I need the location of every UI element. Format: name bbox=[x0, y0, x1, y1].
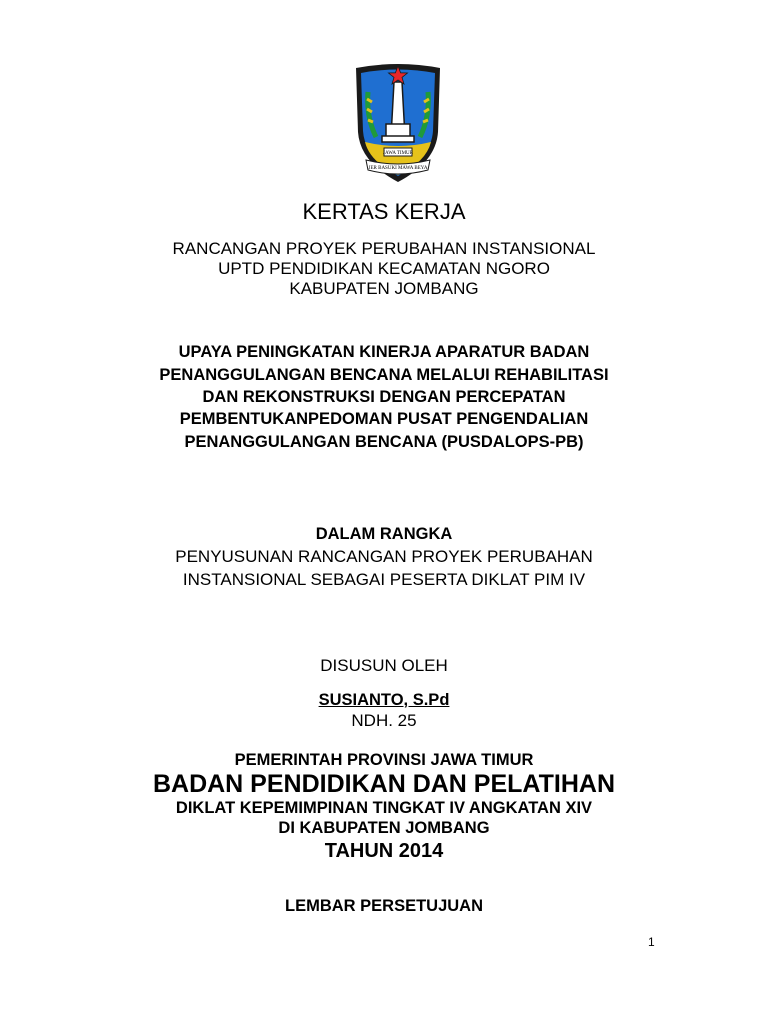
subtitle-line-1: RANCANGAN PROYEK PERUBAHAN INSTANSIONAL bbox=[172, 239, 596, 258]
ribbon-bottom-text: JER BASUKI MAWA BEYA bbox=[368, 166, 428, 171]
project-title-line-1: UPAYA PENINGKATAN KINERJA APARATUR BADAN bbox=[178, 343, 590, 361]
project-title-line-2: PENANGGULANGAN BENCANA MELALUI REHABILITASI bbox=[159, 366, 609, 384]
context-heading: DALAM RANGKA bbox=[315, 525, 453, 543]
subtitle-line-2: UPTD PENDIDIKAN KECAMATAN NGORO bbox=[218, 259, 550, 278]
author-name-wrapper bbox=[0, 692, 768, 709]
context-line-1: PENYUSUNAN RANCANGAN PROYEK PERUBAHAN bbox=[175, 547, 593, 566]
government-name: PEMERINTAH PROVINSI JAWA TIMUR bbox=[234, 751, 534, 769]
page-number: 1 bbox=[648, 935, 655, 949]
agency-name: BADAN PENDIDIKAN DAN PELATIHAN bbox=[152, 770, 616, 798]
document-title: KERTAS KERJA bbox=[302, 199, 466, 224]
section-heading: LEMBAR PERSETUJUAN bbox=[284, 897, 484, 915]
author-ndh: NDH. 25 bbox=[351, 711, 417, 730]
year: TAHUN 2014 bbox=[324, 840, 444, 862]
ribbon-top-text: JAWA TIMUR bbox=[383, 151, 413, 157]
program-location: DI KABUPATEN JOMBANG bbox=[278, 819, 490, 837]
project-title-line-5: PENANGGULANGAN BENCANA (PUSDALOPS-PB) bbox=[184, 433, 584, 451]
author-name: SUSIANTO, S.Pd bbox=[318, 691, 450, 709]
author-label: DISUSUN OLEH bbox=[320, 656, 448, 675]
subtitle-line-3: KABUPATEN JOMBANG bbox=[289, 279, 479, 298]
jawa-timur-coat-of-arms-logo bbox=[352, 62, 444, 188]
context-line-2: INSTANSIONAL SEBAGAI PESERTA DIKLAT PIM IV bbox=[182, 570, 586, 589]
project-title-line-3: DAN REKONSTRUKSI DENGAN PERCEPATAN bbox=[202, 388, 566, 406]
project-title-line-4: PEMBENTUKANPEDOMAN PUSAT PENGENDALIAN bbox=[179, 410, 589, 428]
program-name: DIKLAT KEPEMIMPINAN TINGKAT IV ANGKATAN XIV bbox=[175, 799, 593, 817]
